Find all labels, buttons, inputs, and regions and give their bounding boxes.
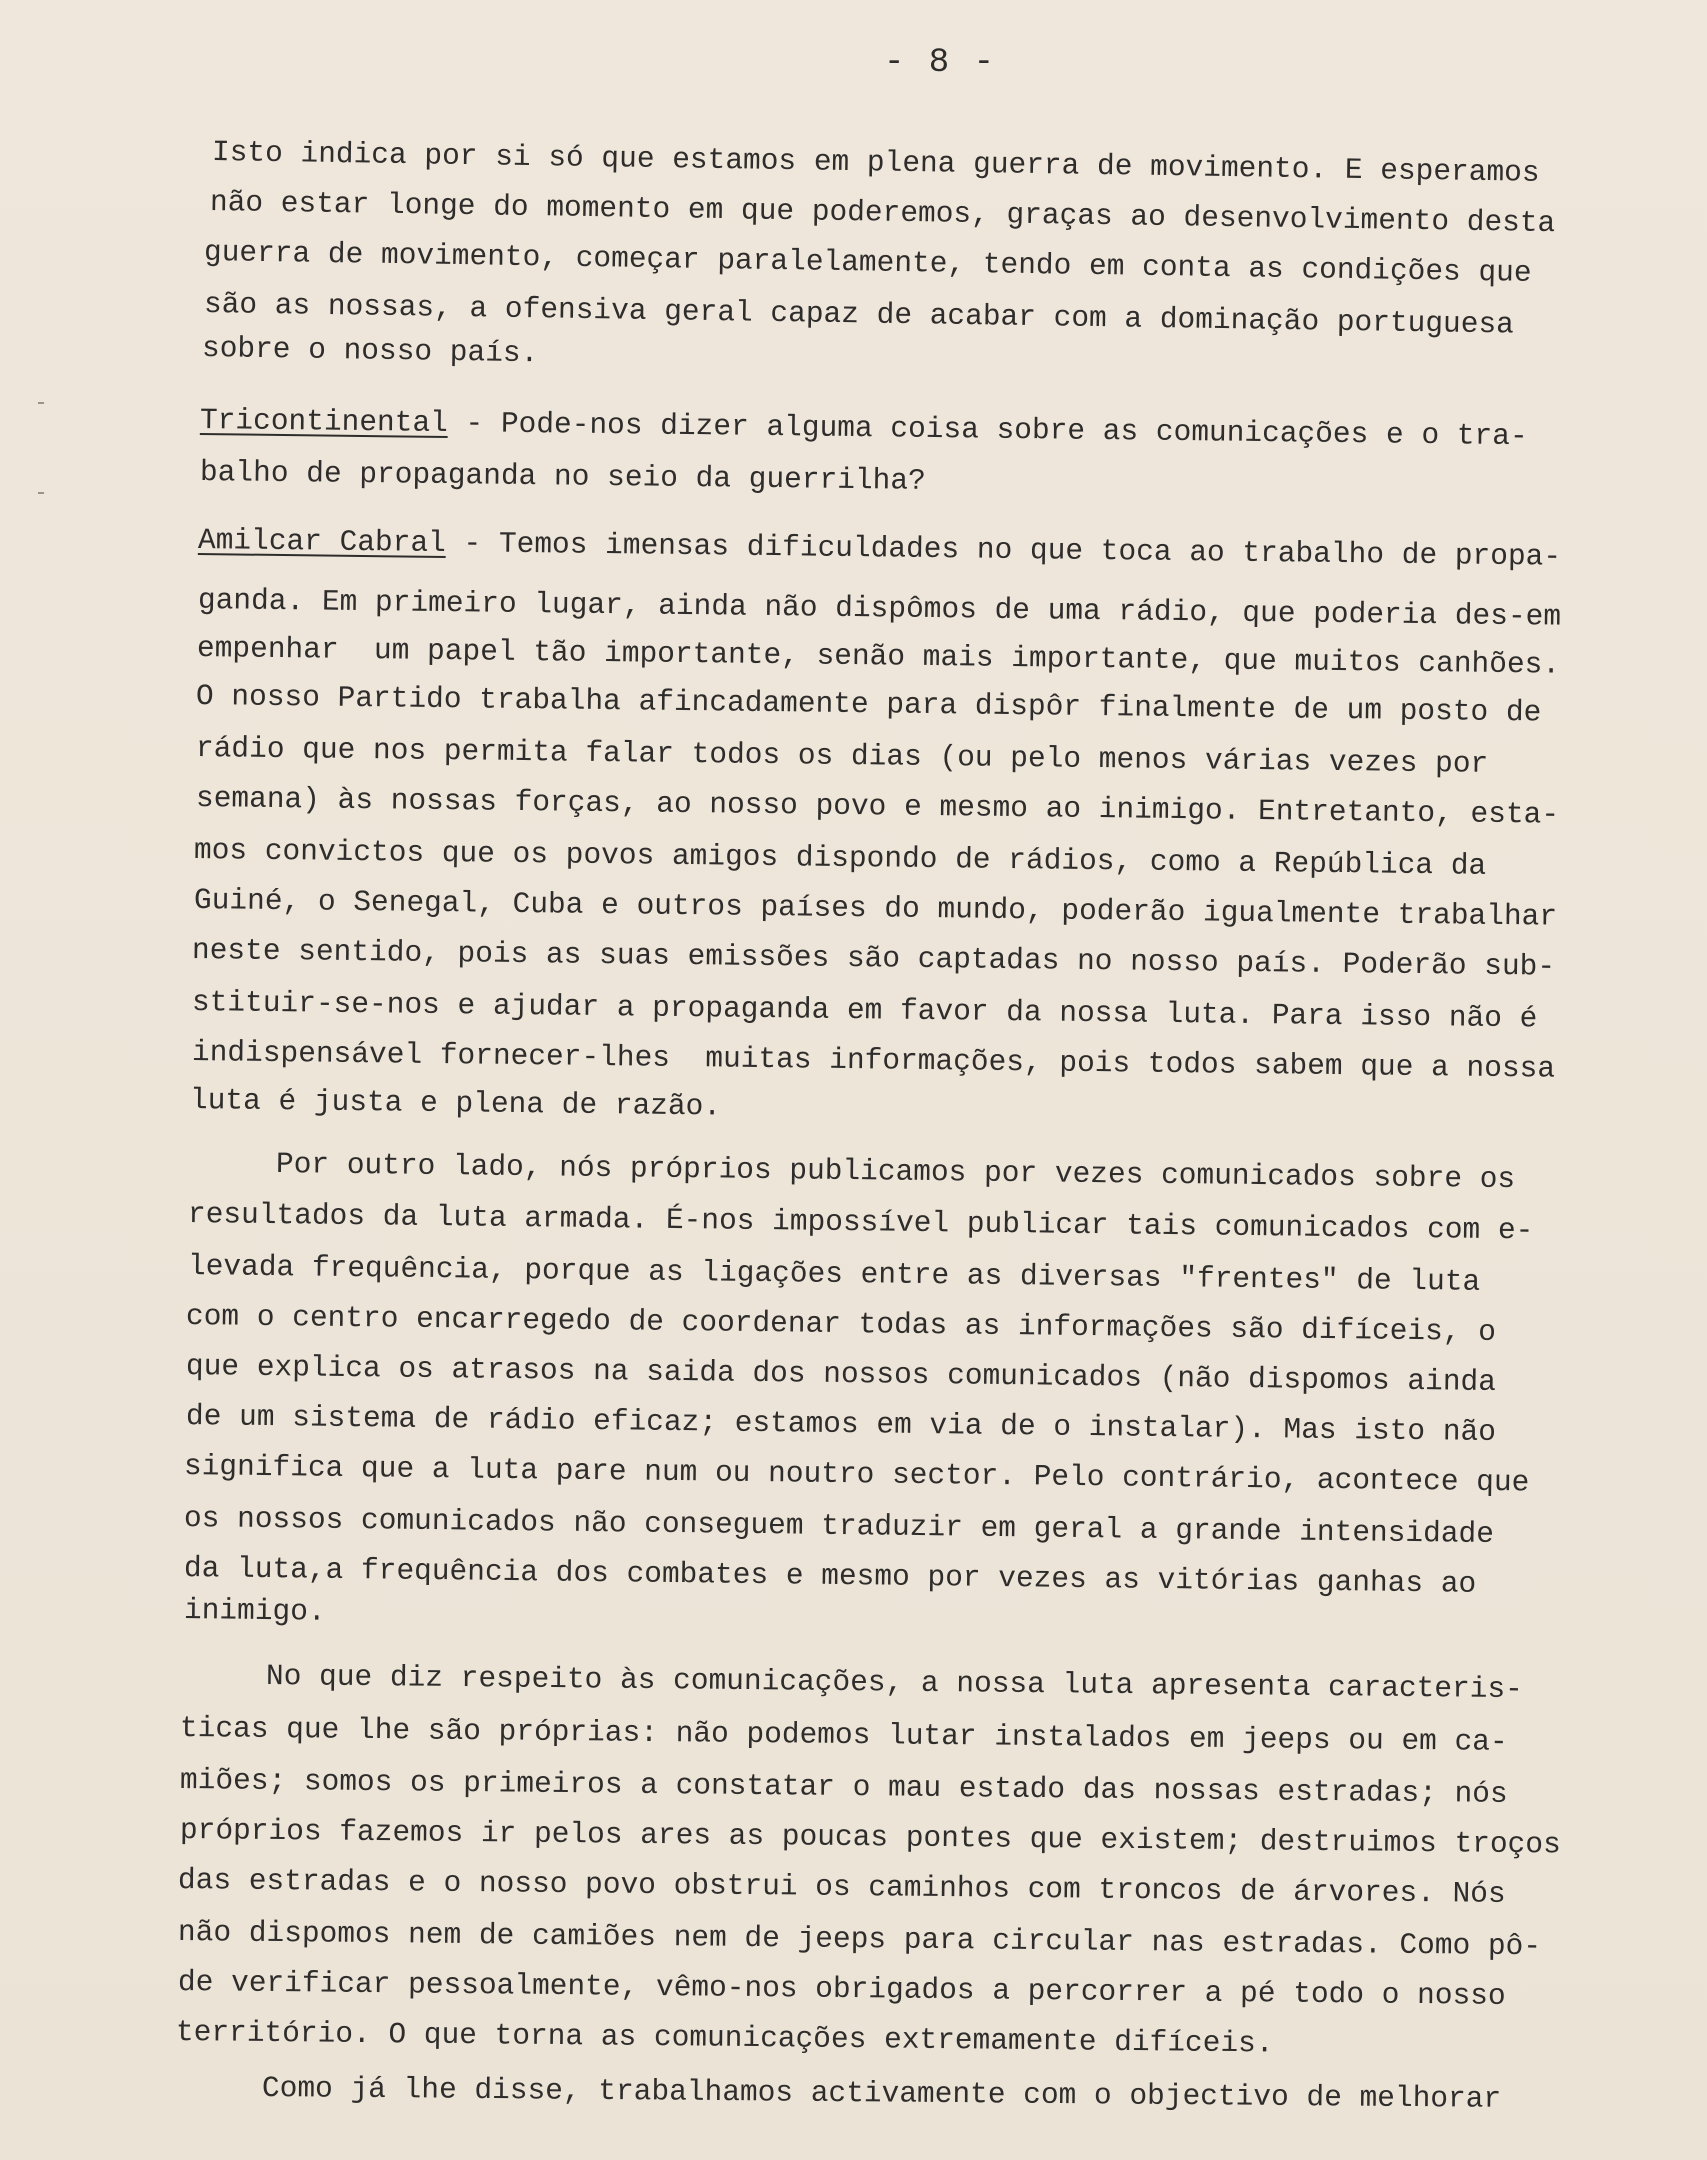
text-line bbox=[192, 1034, 1555, 1087]
speaker-label: Tricontinental bbox=[199, 403, 449, 441]
line-text: Guiné, o Senegal, Cuba e outros países do mundo, poderão igualmente trabalhar bbox=[193, 883, 1558, 934]
line-text: de verificar pessoalmente, vêmo-nos obrigados a percorrer a pé todo o nosso bbox=[177, 1965, 1506, 2013]
line-text: - Pode-nos dizer alguma coisa sobre as comunicações e o tra- bbox=[447, 406, 1528, 454]
line-text: com o centro encarregedo de coordenar todas as informações são difíceis, o bbox=[185, 1299, 1497, 1350]
line-text: da luta,a frequência dos combates e mesmo por vezes as vitórias ganhas ao bbox=[183, 1551, 1477, 1601]
line-text: semana) às nossas forças, ao nosso povo e mesmo ao inimigo. Entretanto, esta- bbox=[195, 781, 1560, 832]
text-line bbox=[178, 1964, 1506, 2014]
text-line bbox=[178, 1862, 1506, 1912]
text-line bbox=[186, 1398, 1496, 1450]
text-line bbox=[262, 2070, 1501, 2117]
text-line bbox=[194, 882, 1557, 935]
line-text: Por outro lado, nós próprios publicamos por vezes comunicados sobre os bbox=[275, 1147, 1516, 1197]
text-line bbox=[176, 2014, 1274, 2061]
speaker-label: Amilcar Cabral bbox=[197, 523, 447, 561]
text-line bbox=[200, 454, 926, 499]
line-text: rádio que nos permita falar todos os dias (ou pelo menos várias vezes por bbox=[195, 731, 1489, 781]
text-line bbox=[210, 184, 1556, 241]
line-text: mos convictos que os povos amigos dispondo de rádios, como a República da bbox=[193, 833, 1487, 883]
text-line bbox=[184, 1448, 1530, 1500]
text-line bbox=[196, 780, 1559, 833]
margin-mark bbox=[38, 402, 44, 404]
text-line bbox=[180, 1812, 1561, 1862]
text-line bbox=[180, 1710, 1508, 1760]
margin-mark bbox=[38, 492, 44, 494]
text-line bbox=[200, 402, 1528, 454]
line-text: empenhar um papel tão importante, senão mais importante, que muitos canhões. bbox=[196, 631, 1561, 682]
line-text: inimigo. bbox=[183, 1593, 326, 1629]
line-text: neste sentido, pois as suas emissões são captadas no nosso país. Poderão sub- bbox=[191, 933, 1556, 984]
line-text: resultados da luta armada. É-nos impossível publicar tais comunicados com e- bbox=[187, 1197, 1534, 1248]
text-line bbox=[186, 1298, 1496, 1350]
text-line bbox=[204, 234, 1532, 291]
line-text: No que diz respeito às comunicações, a nossa luta apresenta caracteris- bbox=[265, 1659, 1524, 1707]
line-text: ganda. Em primeiro lugar, ainda não dispômos de uma rádio, que poderia des-em bbox=[197, 583, 1562, 634]
line-text: são as nossas, a ofensiva geral capaz de acabar com a dominação portuguesa bbox=[203, 287, 1515, 342]
text-line bbox=[276, 1146, 1516, 1197]
text-line bbox=[180, 1762, 1508, 1812]
text-line bbox=[202, 330, 539, 371]
line-text: próprios fazemos ir pelos ares as poucas pontes que existem; destruimos troços bbox=[179, 1813, 1561, 1862]
line-text: ticas que lhe são próprias: não podemos lutar instalados em jeeps ou em ca- bbox=[179, 1711, 1508, 1759]
line-text: O nosso Partido trabalha afincadamente para dispôr finalmente de um posto de bbox=[195, 679, 1542, 730]
text-line bbox=[192, 932, 1555, 985]
text-line bbox=[192, 984, 1538, 1036]
page-number: - 8 - bbox=[883, 44, 997, 82]
text-line bbox=[186, 1348, 1496, 1400]
line-text: levada frequência, porque as ligações entre as diversas "frentes" de luta bbox=[187, 1249, 1481, 1299]
line-text: território. O que torna as comunicações extremamente difíceis. bbox=[175, 2015, 1274, 2061]
text-line bbox=[196, 678, 1542, 730]
line-text: balho de propaganda no seio da guerrilha? bbox=[199, 455, 926, 498]
line-text: não dispomos nem de camiões nem de jeeps para circular nas estradas. Como pô- bbox=[177, 1915, 1542, 1964]
text-line bbox=[188, 1248, 1481, 1300]
text-line bbox=[197, 630, 1560, 683]
text-line bbox=[196, 730, 1489, 782]
line-text: sobre o nosso país. bbox=[201, 331, 539, 371]
text-line bbox=[198, 582, 1561, 635]
text-line bbox=[198, 522, 1561, 575]
line-text: significa que a luta pare num ou noutro sector. Pelo contrário, acontece que bbox=[183, 1449, 1530, 1500]
line-text: de um sistema de rádio eficaz; estamos em via de o instalar). Mas isto não bbox=[185, 1399, 1497, 1450]
line-text: stituir-se-nos e ajudar a propaganda em favor da nossa luta. Para isso não é bbox=[191, 985, 1538, 1036]
line-text: os nossos comunicados não conseguem traduzir em geral a grande intensidade bbox=[183, 1501, 1495, 1552]
line-text: luta é justa e plena de razão. bbox=[189, 1083, 722, 1124]
line-text: guerra de movimento, começar paralelamente, tendo em conta as condições que bbox=[203, 235, 1532, 290]
line-text: não estar longe do momento em que poderemos, graças ao desenvolvimento desta bbox=[209, 185, 1556, 241]
line-text: Como já lhe disse, trabalhamos activamente com o objectivo de melhorar bbox=[261, 2071, 1502, 2116]
text-line bbox=[190, 1082, 721, 1124]
line-text: Isto indica por si só que estamos em plena guerra de movimento. E esperamos bbox=[211, 135, 1540, 190]
line-text: - Temos imensas dificuldades no que toca ao trabalho de propa- bbox=[445, 526, 1562, 574]
line-text: que explica os atrasos na saida dos nossos comunicados (não dispomos ainda bbox=[185, 1349, 1497, 1400]
text-line bbox=[184, 1592, 326, 1630]
text-line bbox=[184, 1550, 1477, 1602]
text-line bbox=[194, 832, 1487, 884]
text-line bbox=[212, 134, 1540, 191]
text-line bbox=[266, 1658, 1523, 1707]
text-line bbox=[178, 1914, 1541, 1964]
text-line bbox=[184, 1500, 1494, 1552]
line-text: indispensável fornecer-lhes muitas informações, pois todos sabem que a nossa bbox=[191, 1035, 1556, 1086]
line-text: miões; somos os primeiros a constatar o mau estado das nossas estradas; nós bbox=[179, 1763, 1508, 1811]
line-text: das estradas e o nosso povo obstrui os caminhos com troncos de árvores. Nós bbox=[177, 1863, 1506, 1911]
text-line bbox=[188, 1196, 1534, 1248]
